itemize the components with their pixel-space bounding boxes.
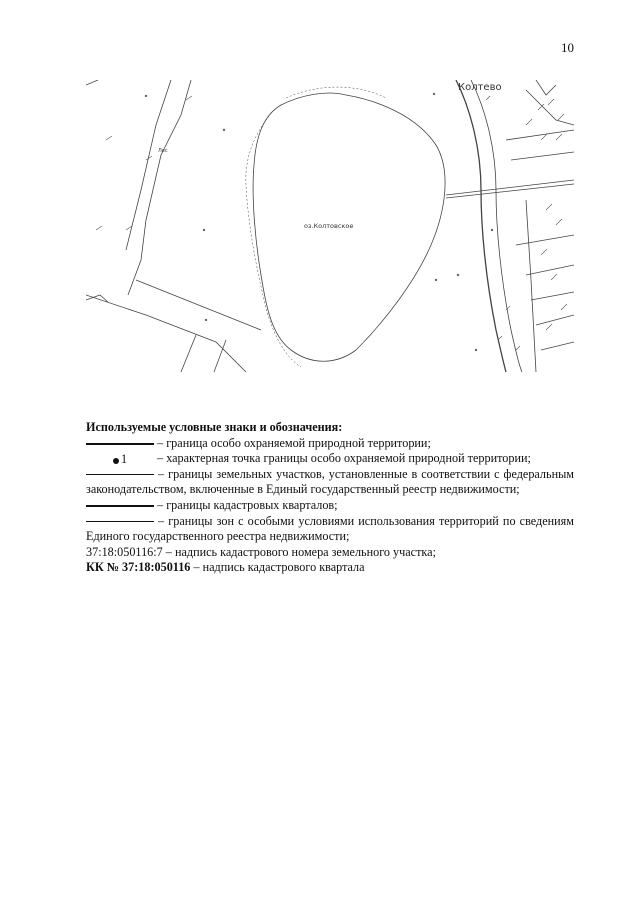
legend-item-text: – характерная точка границы особо охраняемой природной территории; <box>157 451 531 466</box>
legend-item-parcel-number-label <box>86 545 574 561</box>
point-symbol <box>86 452 154 466</box>
line-symbol <box>86 521 154 522</box>
legend-item-text: – границы земельных участков, установленные в соответствии с федеральным законодательством, включенные в Единый государственный реестр недвижимости; <box>86 466 574 497</box>
map-drawing <box>86 80 574 372</box>
legend-item-text: – границы кадастровых кварталов; <box>157 497 338 512</box>
legend-item-characteristic-point <box>86 451 574 467</box>
legend-item-protected-area-boundary <box>86 436 574 452</box>
legend-item-text: – надпись кадастрового квартала <box>190 560 365 575</box>
cadastral-map <box>86 80 574 372</box>
legend-item-text: – границы зон с особыми условиями использования территорий по сведениям Единого государственного реестра недвижимости; <box>86 513 574 544</box>
village-label: Колтево <box>458 82 502 93</box>
legend-heading: Используемые условные знаки и обозначения: <box>86 420 343 434</box>
lake-label: оз.Колтовское <box>304 222 354 230</box>
legend-item-cadastral-quarter-label <box>86 560 574 576</box>
legend-item-text: – надпись кадастрового номера земельного участка; <box>162 544 436 559</box>
line-symbol <box>86 474 154 475</box>
legend-item-cadastral-quarter-boundary <box>86 498 574 514</box>
parcel-number-code: 37:18:050116:7 <box>86 544 163 559</box>
forest-label: Лес <box>158 148 168 154</box>
cadastral-quarter-code: КК № 37:18:050116 <box>86 560 191 575</box>
legend <box>86 420 574 576</box>
point-label: 1 <box>120 452 128 467</box>
page-number: 10 <box>561 40 574 55</box>
thick-line-symbol <box>86 437 154 451</box>
legend-item-special-zone-boundary <box>86 514 574 545</box>
thick-line-symbol <box>86 499 154 513</box>
dot-icon <box>113 458 119 464</box>
legend-item-land-parcel-boundary <box>86 467 574 498</box>
legend-item-text: – граница особо охраняемой природной территории; <box>157 435 431 450</box>
